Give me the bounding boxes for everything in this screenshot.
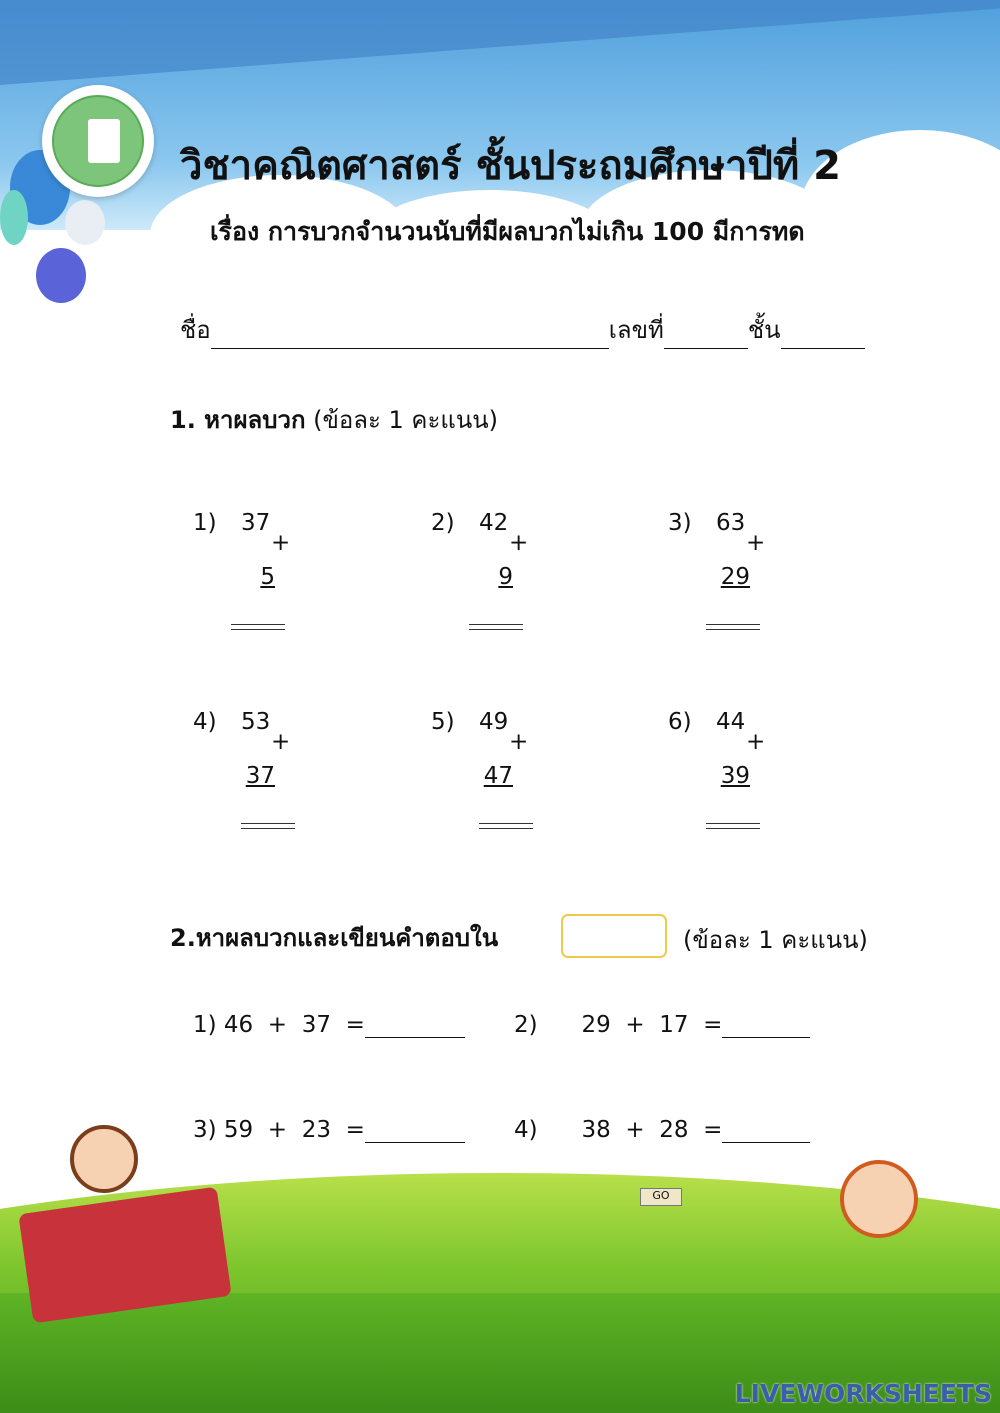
problem-index: 2) [431, 510, 455, 536]
problem-index: 1) [193, 510, 217, 536]
answer-line[interactable] [231, 624, 285, 630]
plus-sign: + [271, 530, 291, 556]
section2-heading [170, 918, 498, 957]
section1-title: 1. หาผลบวก [170, 406, 306, 434]
addend-bottom: 39 [720, 763, 750, 789]
page-title: วิชาคณิตศาสตร์ ชั้นประถมศึกษาปีที่ 2 [180, 143, 841, 189]
balloon-icon [65, 200, 105, 245]
plus-sign: + [746, 729, 766, 755]
addend-top: 37 [241, 510, 271, 536]
document-list-icon [88, 119, 120, 163]
problem-index: 6) [668, 709, 692, 735]
vertical-addition-problem [193, 709, 323, 849]
horizontal-addition-problem [193, 1012, 465, 1038]
number-label: เลขที่ [608, 316, 664, 344]
plus-sign: + [509, 530, 529, 556]
problem-expression: 38 + 28 = [581, 1117, 723, 1143]
horizontal-addition-problem [514, 1117, 810, 1143]
vertical-addition-problem [431, 709, 561, 849]
name-label: ชื่อ [180, 316, 211, 344]
section1-note: (ข้อละ 1 คะแนน) [313, 406, 499, 434]
addend-bottom: 29 [720, 564, 750, 590]
problem-index: 1) [193, 1012, 217, 1038]
answer-line[interactable] [241, 823, 295, 829]
balloon-icon [36, 248, 86, 303]
addend-top: 53 [241, 709, 271, 735]
answer-box-example [561, 914, 667, 958]
problem-index: 5) [431, 709, 455, 735]
addend-bottom: 37 [245, 763, 275, 789]
addend-top: 49 [479, 709, 509, 735]
answer-line[interactable] [706, 624, 760, 630]
plus-sign: + [746, 530, 766, 556]
answer-field[interactable] [365, 1120, 465, 1143]
number-field[interactable] [664, 322, 748, 349]
problem-index: 2) [514, 1012, 538, 1038]
problem-index: 3) [668, 510, 692, 536]
addend-top: 42 [479, 510, 509, 536]
vertical-addition-problem [431, 510, 561, 650]
addend-bottom: 47 [483, 763, 513, 789]
name-field[interactable] [211, 322, 609, 349]
answer-field[interactable] [365, 1015, 465, 1038]
addend-top: 63 [716, 510, 746, 536]
problem-index: 4) [193, 709, 217, 735]
class-label: ชั้น [747, 316, 781, 344]
section2-note: (ข้อละ 1 คะแนน) [683, 926, 868, 954]
section1-heading [170, 400, 498, 439]
answer-line[interactable] [706, 823, 760, 829]
addend-top: 44 [716, 709, 746, 735]
signpost: GO [640, 1188, 682, 1206]
problem-expression: 46 + 37 = [223, 1012, 365, 1038]
problem-expression: 29 + 17 = [581, 1012, 723, 1038]
answer-line[interactable] [469, 624, 523, 630]
student-info-row [180, 310, 865, 349]
plus-sign: + [271, 729, 291, 755]
problem-index: 3) [193, 1117, 217, 1143]
section2-title: 2.หาผลบวกและเขียนคำตอบใน [170, 924, 499, 952]
balloon-icon [0, 190, 28, 245]
vertical-addition-problem [193, 510, 323, 650]
horizontal-addition-problem [514, 1012, 810, 1038]
page-subtitle: เรื่อง การบวกจำนวนนับที่มีผลบวกไม่เกิน 100 มีการทด [210, 217, 805, 246]
class-field[interactable] [781, 322, 865, 349]
problem-index: 4) [514, 1117, 538, 1143]
answer-field[interactable] [722, 1120, 810, 1143]
liveworksheets-logo: LIVEWORKSHEETS [734, 1379, 992, 1408]
horizontal-addition-problem [193, 1117, 465, 1143]
running-girl-illustration [840, 1160, 918, 1238]
worksheet-badge [42, 85, 154, 197]
addend-bottom: 9 [498, 564, 513, 590]
answer-field[interactable] [722, 1015, 810, 1038]
vertical-addition-problem [668, 510, 798, 650]
answer-line[interactable] [479, 823, 533, 829]
vertical-addition-problem [668, 709, 798, 849]
girl-illustration [70, 1125, 138, 1193]
addend-bottom: 5 [260, 564, 275, 590]
problem-expression: 59 + 23 = [223, 1117, 365, 1143]
plus-sign: + [509, 729, 529, 755]
